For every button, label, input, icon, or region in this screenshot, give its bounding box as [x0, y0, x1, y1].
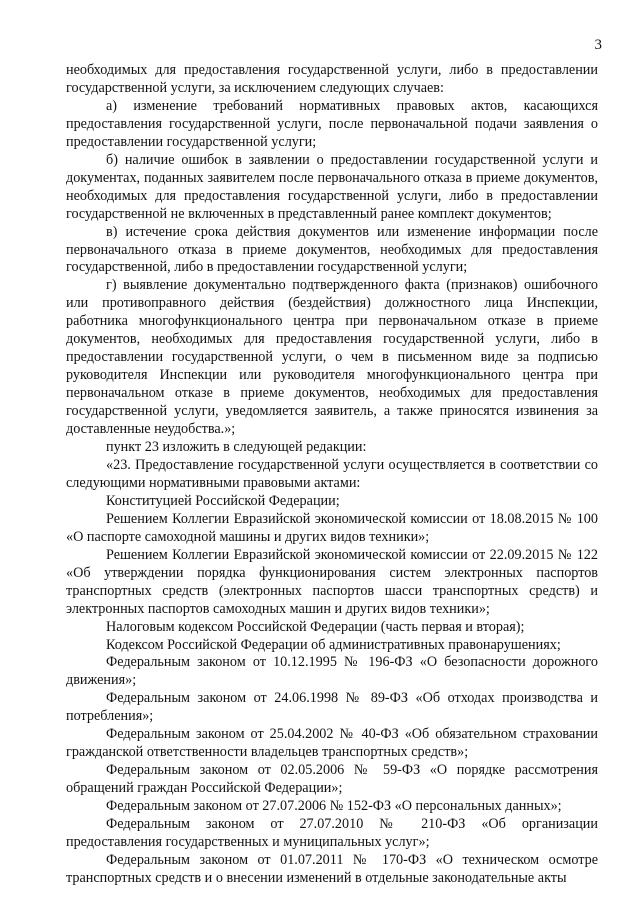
paragraph-item-g: г) выявление документально подтвержденного факта (признаков) ошибочного или противоправного действия (бездействия) должностного лица Инспекции, работника многофункционального центра при первоначальном отказе в приеме документов, необходимых для предоставления государственной услуги, либо в предоставлении государственной услуги, о чем в письменном виде за подписью руководителя Инспекции или руководителя многофункционального центра при первоначальном отказе в приеме документов, необходимых для предоставления государственной услуги, уведомляется заявитель, а также приносятся извинения за доставленные неудобства.»; [66, 277, 598, 438]
page-number: 3 [594, 37, 602, 53]
paragraph-law-196: Федеральным законом от 10.12.1995 № 196-ФЗ «О безопасности дорожного движения»; [66, 654, 598, 689]
paragraph-decision-122: Решением Коллегии Евразийской экономической комиссии от 22.09.2015 № 122 «Об утверждении порядка функционирования систем электронных паспортов транспортных средств (электронных паспортов шасси транспортных средств) и электронных паспортов самоходных машин и других видов техники»; [66, 546, 598, 617]
paragraph-law-40: Федеральным законом от 25.04.2002 № 40-ФЗ «Об обязательном страховании гражданской ответственности владельцев транспортных средств»; [66, 726, 598, 761]
paragraph-item-b: б) наличие ошибок в заявлении о предоставлении государственной услуги и документах, поданных заявителем после первоначального отказа в приеме документов, необходимых для предоставления государственной услуги, либо в предоставлении государственной не включенных в представленный ранее комплект документов; [66, 151, 598, 222]
paragraph-law-152: Федеральным законом от 27.07.2006 № 152-ФЗ «О персональных данных»; [106, 798, 562, 815]
paragraph-law-89: Федеральным законом от 24.06.1998 № 89-ФЗ «Об отходах производства и потребления»; [66, 690, 598, 725]
paragraph-continuation: необходимых для предоставления государственной услуги, либо в предоставлении государственной услуги, за исключением следующих случаев: [66, 62, 598, 96]
paragraph-constitution: Конституцией Российской Федерации; [106, 492, 340, 509]
paragraph-item-v: в) истечение срока действия документов или изменение информации после первоначального отказа в приеме документов, необходимых для предоставления государственной, либо в предоставлении государственной услуги; [66, 223, 598, 276]
paragraph-law-170: Федеральным законом от 01.07.2011 № 170-ФЗ «О техническом осмотре транспортных средств и о внесении изменений в отдельные законодательные акты [66, 851, 598, 886]
paragraph-tax-code: Налоговым кодексом Российской Федерации (часть первая и вторая); [106, 618, 525, 635]
paragraph-admin-code: Кодексом Российской Федерации об административных правонарушениях; [106, 636, 561, 653]
paragraph-decision-100: Решением Коллегии Евразийской экономической комиссии от 18.08.2015 № 100 «О паспорте самоходной машины и других видов техники»; [66, 510, 598, 545]
paragraph-clause-23: «23. Предоставление государственной услуги осуществляется в соответствии со следующими нормативными правовыми актами: [66, 456, 598, 491]
paragraph-law-59: Федеральным законом от 02.05.2006 № 59-ФЗ «О порядке рассмотрения обращений граждан Российской Федерации»; [66, 762, 598, 797]
document-body [66, 62, 598, 888]
paragraph-law-210: Федеральным законом от 27.07.2010 № 210-ФЗ «Об организации предоставления государственных и муниципальных услуг»; [66, 816, 598, 850]
paragraph-amendment-intro: пункт 23 изложить в следующей редакции: [106, 439, 367, 456]
paragraph-item-a: а) изменение требований нормативных правовых актов, касающихся предоставления государственной услуги, после первоначальной подачи заявления о предоставлении государственной услуги; [66, 97, 598, 150]
